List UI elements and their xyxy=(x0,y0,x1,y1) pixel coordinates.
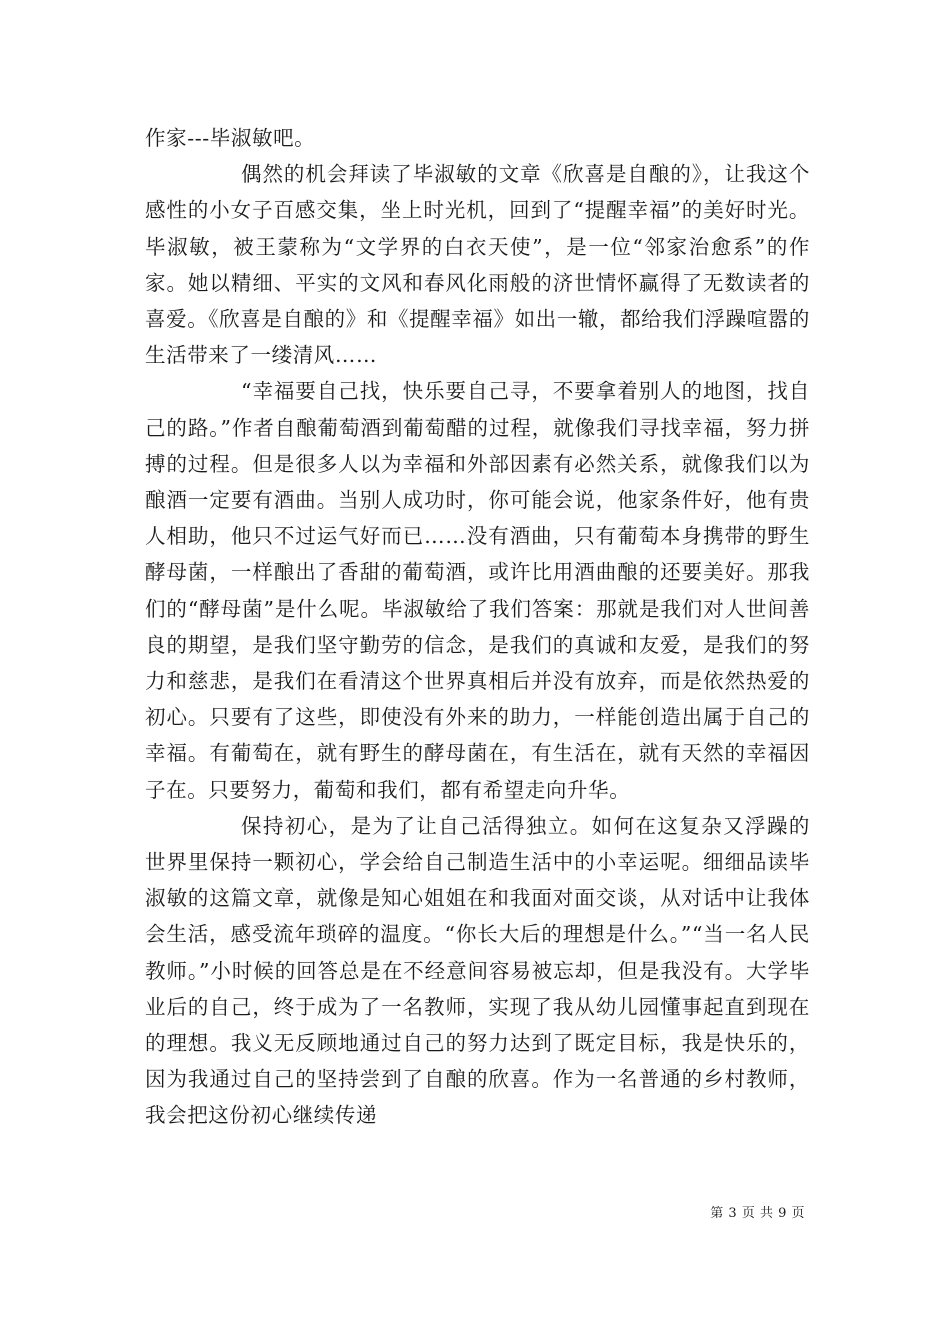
paragraph-happiness: “幸福要自己找，快乐要自己寻，不要拿着别人的地图，找自己的路。”作者自酿葡萄酒到葡萄醋的过程，就像我们寻找幸福，努力拼搏的过程。但是很多人以为幸福和外部因素有必然关系，就像我们以为酿酒一定要有酒曲。当别人成功时，你可能会说，他家条件好，他有贵人相助，他只不过运气好而已……没有酒曲，只有葡萄本身携带的野生酵母菌，一样酿出了香甜的葡萄酒，或许比用酒曲酿的还要美好。那我们的“酵母菌”是什么呢。毕淑敏给了我们答案：那就是我们对人世间善良的期望，是我们坚守勤劳的信念，是我们的真诚和友爱，是我们的努力和慈悲，是我们在看清这个世界真相后并没有放弃，而是依然热爱的初心。只要有了这些，即使没有外来的助力，一样能创造出属于自己的幸福。有葡萄在，就有野生的酵母菌在，有生活在，就有天然的幸福因子在。只要努力，葡萄和我们，都有希望走向升华。 xyxy=(145,379,810,802)
paragraph-intro: 偶然的机会拜读了毕淑敏的文章《欣喜是自酿的》，让我这个感性的小女子百感交集，坐上时光机，回到了“提醒幸福”的美好时光。毕淑敏，被王蒙称为“文学界的白衣天使”，是一位“邻家治愈系”的作家。她以精细、平实的文风和春风化雨般的济世情怀赢得了无数读者的喜爱。《欣喜是自酿的》和《提醒幸福》如出一辙，都给我们浮躁喧嚣的生活带来了一缕清风…… xyxy=(145,162,810,368)
document-body xyxy=(145,120,810,1134)
paragraph-continuation: 作家---毕淑敏吧。 xyxy=(145,126,316,150)
paragraph-original-intention: 保持初心，是为了让自己活得独立。如何在这复杂又浮躁的世界里保持一颗初心，学会给自己制造生活中的小幸运呢。细细品读毕淑敏的这篇文章，就像是知心姐姐在和我面对面交谈，从对话中让我体会生活，感受流年琐碎的温度。“你长大后的理想是什么。”“当一名人民教师。”小时候的回答总是在不经意间容易被忘却，但是我没有。大学毕业后的自己，终于成为了一名教师，实现了我从幼儿园懂事起直到现在的理想。我义无反顾地通过自己的努力达到了既定目标，我是快乐的，因为我通过自己的坚持尝到了自酿的欣喜。作为一名普通的乡村教师，我会把这份初心继续传递 xyxy=(145,813,810,1128)
page-number: 第 3 页 共 9 页 xyxy=(710,1206,805,1221)
